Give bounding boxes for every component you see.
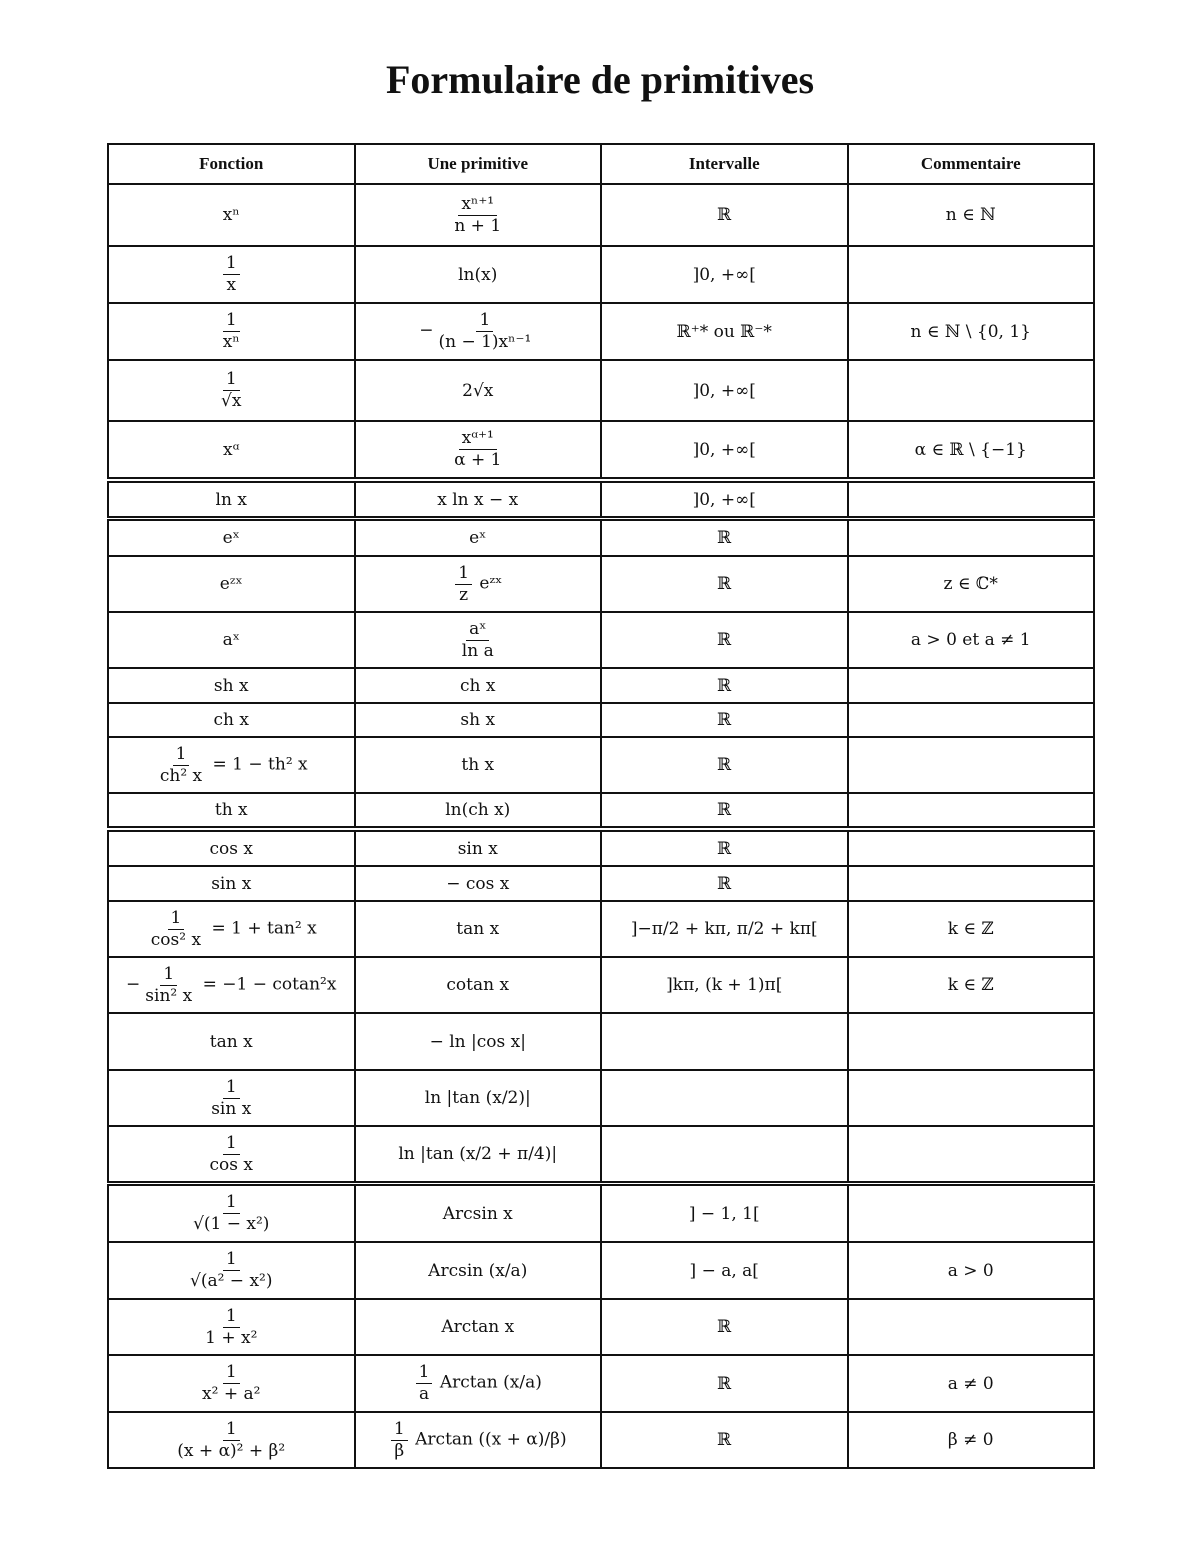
fonction-cell — [108, 1299, 355, 1355]
table-row — [108, 831, 1094, 866]
commentaire-cell — [848, 1126, 1095, 1182]
commentaire-cell — [848, 421, 1095, 478]
intervalle-cell — [601, 1412, 848, 1468]
primitive-cell — [355, 556, 602, 612]
fonction-fraction — [218, 370, 244, 410]
intervalle-cell — [601, 303, 848, 360]
commentaire-cell — [848, 1013, 1095, 1070]
fonction-cell — [108, 1185, 355, 1242]
primitive-numerator: aˣ — [466, 620, 489, 641]
commentaire-cell — [848, 737, 1095, 793]
primitive-text: ln(ch x) — [445, 800, 511, 820]
fonction-cell — [108, 737, 355, 793]
primitive-cell — [355, 1412, 602, 1468]
fonction-cell — [108, 360, 355, 421]
table-group-1 — [107, 143, 1095, 479]
primitive-text: cotan x — [446, 975, 510, 995]
commentaire-cell — [848, 556, 1095, 612]
intervalle-cell — [601, 703, 848, 737]
table-row — [108, 793, 1094, 827]
fonction-cell — [108, 831, 355, 866]
commentaire-cell — [848, 1355, 1095, 1412]
intervalle-text: ]0, +∞[ — [692, 380, 756, 401]
commentaire-cell — [848, 1242, 1095, 1299]
commentaire-text: a > 0 et a ≠ 1 — [910, 630, 1031, 650]
intervalle-cell — [601, 612, 848, 668]
primitive-text: eˣ — [469, 528, 487, 548]
fonction-numerator: 1 — [223, 311, 240, 332]
primitive-suffix: Arctan ((x + α)/β) — [409, 1429, 567, 1450]
intervalle-text: ] − 1, 1[ — [688, 1203, 760, 1224]
intervalle-cell — [601, 1355, 848, 1412]
primitive-cell — [355, 1242, 602, 1299]
table-header-row — [108, 144, 1094, 184]
column-header-commentaire: Commentaire — [848, 144, 1095, 184]
intervalle-text: ℝ — [717, 675, 732, 696]
fonction-numerator: 1 — [223, 1420, 240, 1441]
table-row — [108, 482, 1094, 517]
fonction-fraction — [174, 1420, 288, 1460]
fonction-denominator: √(1 − x²) — [193, 1214, 270, 1234]
commentaire-text: a ≠ 0 — [947, 1373, 994, 1394]
primitive-numerator: 1 — [391, 1420, 408, 1441]
fonction-fraction — [220, 311, 243, 351]
primitive-text: Arctan x — [441, 1317, 515, 1337]
fonction-text: cos x — [209, 838, 253, 859]
fonction-fraction — [148, 909, 204, 949]
fonction-cell — [108, 1242, 355, 1299]
intervalle-text: ℝ — [717, 1317, 732, 1337]
fonction-numerator: 1 — [223, 1307, 240, 1328]
primitive-denominator: ln a — [461, 640, 494, 661]
primitive-cell — [355, 831, 602, 866]
fonction-numerator: 1 — [223, 370, 240, 391]
fonction-numerator: 1 — [223, 1078, 240, 1099]
fonction-fraction — [190, 1193, 272, 1233]
primitive-denominator: a — [418, 1384, 430, 1404]
fonction-cell — [108, 1412, 355, 1468]
fonction-cell — [108, 612, 355, 668]
fonction-numerator: 1 — [168, 909, 185, 930]
intervalle-cell — [601, 957, 848, 1013]
table-row — [108, 1013, 1094, 1070]
fonction-text: aˣ — [222, 630, 240, 650]
table-row — [108, 360, 1094, 421]
intervalle-text: ℝ — [717, 574, 732, 594]
intervalle-cell — [601, 360, 848, 421]
table-row — [108, 184, 1094, 246]
primitive-numerator: 1 — [455, 564, 472, 585]
fonction-fraction — [202, 1307, 260, 1347]
intervalle-cell — [601, 793, 848, 827]
primitive-cell — [355, 246, 602, 303]
primitive-cell — [355, 866, 602, 901]
intervalle-cell — [601, 184, 848, 246]
commentaire-cell — [848, 1070, 1095, 1126]
fonction-fraction — [157, 745, 205, 785]
fonction-cell — [108, 866, 355, 901]
commentaire-cell — [848, 482, 1095, 517]
commentaire-cell — [848, 901, 1095, 957]
primitive-prefix: − — [419, 321, 434, 341]
fonction-text: tan x — [209, 1031, 253, 1052]
commentaire-text: α ∈ ℝ \ {−1} — [914, 439, 1027, 460]
table-row — [108, 1299, 1094, 1355]
commentaire-cell — [848, 703, 1095, 737]
primitive-fraction — [391, 1420, 408, 1460]
table-group-4 — [107, 830, 1095, 1183]
table-row — [108, 612, 1094, 668]
fonction-cell — [108, 482, 355, 517]
fonction-denominator: (x + α)² + β² — [177, 1440, 286, 1461]
primitive-text: Arcsin (x/a) — [428, 1260, 528, 1281]
page-title: Formulaire de primitives — [385, 57, 815, 102]
primitive-fraction — [451, 195, 504, 235]
primitive-numerator: xᵅ⁺¹ — [459, 429, 497, 450]
fonction-text: th x — [214, 800, 248, 820]
fonction-cell — [108, 901, 355, 957]
fonction-numerator: 1 — [173, 745, 190, 766]
primitive-numerator: xⁿ⁺¹ — [458, 195, 497, 216]
fonction-numerator: 1 — [223, 1363, 240, 1384]
fonction-numerator: 1 — [223, 1193, 240, 1214]
commentaire-cell — [848, 520, 1095, 556]
fonction-suffix: = −1 − cotan²x — [197, 974, 337, 995]
intervalle-text: ]−π/2 + kπ, π/2 + kπ[ — [630, 919, 818, 939]
primitive-cell — [355, 612, 602, 668]
commentaire-cell — [848, 793, 1095, 827]
commentaire-cell — [848, 866, 1095, 901]
intervalle-text: ℝ — [717, 873, 732, 894]
table-row — [108, 1126, 1094, 1182]
primitive-cell — [355, 901, 602, 957]
intervalle-cell — [601, 1013, 848, 1070]
fonction-denominator: cos² x — [150, 929, 202, 950]
table-group-2 — [107, 481, 1095, 518]
fonction-denominator: ch² x — [159, 765, 203, 786]
primitive-denominator: β — [394, 1440, 405, 1461]
primitive-fraction — [451, 429, 504, 469]
primitive-cell — [355, 303, 602, 360]
commentaire-text: n ∈ ℕ \ {0, 1} — [910, 321, 1031, 342]
fonction-prefix: − — [126, 974, 141, 995]
primitive-text: ln(x) — [458, 264, 498, 285]
primitive-numerator: 1 — [476, 311, 493, 332]
intervalle-text: ] − a, a[ — [689, 1260, 759, 1281]
fonction-denominator: sin x — [211, 1098, 252, 1119]
intervalle-cell — [601, 1070, 848, 1126]
intervalle-cell — [601, 520, 848, 556]
primitive-cell — [355, 1070, 602, 1126]
fonction-cell — [108, 668, 355, 703]
intervalle-cell — [601, 668, 848, 703]
primitive-text: ch x — [460, 675, 496, 696]
intervalle-cell — [601, 1185, 848, 1242]
table-row — [108, 1242, 1094, 1299]
intervalle-cell — [601, 1242, 848, 1299]
table-row — [108, 737, 1094, 793]
primitive-numerator: 1 — [416, 1363, 433, 1384]
fonction-cell — [108, 957, 355, 1013]
commentaire-text: k ∈ ℤ — [947, 975, 994, 995]
intervalle-text: ℝ⁺* ou ℝ⁻* — [676, 321, 772, 342]
primitive-text: Arcsin x — [442, 1203, 513, 1224]
column-header-intervalle: Intervalle — [601, 144, 848, 184]
primitive-text: sin x — [457, 838, 498, 859]
fonction-denominator: x — [226, 275, 237, 295]
commentaire-cell — [848, 303, 1095, 360]
table-row — [108, 901, 1094, 957]
intervalle-cell — [601, 1126, 848, 1182]
column-header-une-primitive: Une primitive — [355, 144, 602, 184]
primitive-suffix: Arctan (x/a) — [434, 1373, 542, 1393]
primitive-cell — [355, 1185, 602, 1242]
commentaire-text: k ∈ ℤ — [947, 919, 994, 939]
fonction-cell — [108, 793, 355, 827]
intervalle-text: ℝ — [717, 528, 732, 548]
table-row — [108, 1355, 1094, 1412]
table-row — [108, 703, 1094, 737]
fonction-cell — [108, 1355, 355, 1412]
intervalle-cell — [601, 421, 848, 478]
primitive-cell — [355, 184, 602, 246]
fonction-numerator: 1 — [223, 1250, 240, 1271]
fonction-numerator: 1 — [223, 254, 240, 275]
intervalle-text: ℝ — [717, 1430, 732, 1450]
fonction-cell — [108, 1070, 355, 1126]
fonction-denominator: xⁿ — [222, 332, 240, 352]
primitive-cell — [355, 793, 602, 827]
table-row — [108, 866, 1094, 901]
intervalle-cell — [601, 1299, 848, 1355]
intervalle-text: ]0, +∞[ — [692, 439, 756, 460]
fonction-denominator: x² + a² — [202, 1384, 261, 1404]
table-row — [108, 957, 1094, 1013]
primitive-cell — [355, 360, 602, 421]
commentaire-cell — [848, 184, 1095, 246]
commentaire-cell — [848, 1412, 1095, 1468]
intervalle-cell — [601, 246, 848, 303]
fonction-text: ln x — [215, 489, 247, 510]
table-row — [108, 303, 1094, 360]
fonction-cell — [108, 1126, 355, 1182]
primitive-cell — [355, 1299, 602, 1355]
table-row — [108, 668, 1094, 703]
intervalle-cell — [601, 901, 848, 957]
intervalle-text: ℝ — [717, 710, 732, 730]
table-group-5 — [107, 1184, 1095, 1469]
primitive-fraction — [459, 620, 497, 660]
fonction-cell — [108, 556, 355, 612]
primitive-cell — [355, 520, 602, 556]
primitive-suffix: eᶻˣ — [474, 573, 503, 594]
intervalle-cell — [601, 482, 848, 517]
fonction-fraction — [207, 1134, 256, 1174]
primitive-denominator: z — [459, 584, 469, 605]
primitive-cell — [355, 1126, 602, 1182]
intervalle-cell — [601, 831, 848, 866]
primitive-cell — [355, 1013, 602, 1070]
fonction-text: xᵅ — [223, 439, 240, 460]
primitive-cell — [355, 482, 602, 517]
commentaire-cell — [848, 957, 1095, 1013]
table-row — [108, 1185, 1094, 1242]
commentaire-cell — [848, 1299, 1095, 1355]
fonction-denominator: √x — [221, 391, 242, 411]
fonction-numerator: 1 — [223, 1134, 240, 1155]
primitive-text: 2√x — [462, 380, 494, 401]
primitive-text: sh x — [460, 710, 496, 730]
fonction-text: ch x — [213, 710, 249, 730]
commentaire-text: z ∈ ℂ* — [943, 574, 998, 594]
fonction-cell — [108, 246, 355, 303]
primitive-cell — [355, 668, 602, 703]
fonction-fraction — [223, 254, 240, 294]
fonction-fraction — [208, 1078, 254, 1118]
intervalle-cell — [601, 737, 848, 793]
primitive-text: x ln x − x — [437, 489, 519, 510]
fonction-suffix: = 1 − th² x — [207, 754, 308, 775]
fonction-cell — [108, 1013, 355, 1070]
table-row — [108, 246, 1094, 303]
column-header-fonction: Fonction — [108, 144, 355, 184]
table-row — [108, 556, 1094, 612]
primitive-cell — [355, 957, 602, 1013]
fonction-text: sh x — [213, 675, 249, 696]
fonction-denominator: cos x — [209, 1154, 253, 1175]
fonction-suffix: = 1 + tan² x — [206, 918, 317, 939]
intervalle-text: ℝ — [717, 800, 732, 820]
primitive-fraction — [435, 311, 534, 351]
primitive-denominator: n + 1 — [454, 215, 502, 236]
table-row — [108, 1070, 1094, 1126]
primitive-denominator: (n − 1)xⁿ⁻¹ — [438, 332, 532, 352]
intervalle-cell — [601, 866, 848, 901]
fonction-text: eˣ — [222, 528, 240, 548]
fonction-cell — [108, 303, 355, 360]
primitive-text: tan x — [456, 919, 500, 939]
primitive-denominator: α + 1 — [454, 450, 502, 470]
commentaire-cell — [848, 612, 1095, 668]
fonction-denominator: sin² x — [145, 985, 193, 1006]
fonction-denominator: √(a² − x²) — [189, 1271, 273, 1291]
intervalle-text: ]0, +∞[ — [692, 489, 756, 510]
table-group-3 — [107, 519, 1095, 828]
commentaire-cell — [848, 831, 1095, 866]
fonction-cell — [108, 421, 355, 478]
primitive-cell — [355, 737, 602, 793]
intervalle-cell — [601, 556, 848, 612]
fonction-cell — [108, 184, 355, 246]
fonction-numerator: 1 — [160, 965, 177, 986]
intervalle-text: ℝ — [717, 205, 732, 225]
fonction-fraction — [199, 1363, 263, 1403]
fonction-cell — [108, 520, 355, 556]
table-row — [108, 1412, 1094, 1468]
primitive-fraction — [455, 564, 472, 604]
primitive-text: − cos x — [446, 873, 510, 894]
primitive-cell — [355, 421, 602, 478]
intervalle-text: ℝ — [717, 755, 732, 775]
primitive-cell — [355, 703, 602, 737]
fonction-text: eᶻˣ — [219, 574, 243, 594]
fonction-text: sin x — [211, 873, 252, 894]
intervalle-text: ℝ — [717, 630, 732, 650]
commentaire-text: n ∈ ℕ — [945, 205, 996, 225]
primitive-text: th x — [461, 755, 495, 775]
fonction-fraction — [187, 1250, 276, 1290]
intervalle-text: ℝ — [717, 1373, 732, 1394]
table-row — [108, 520, 1094, 556]
fonction-cell — [108, 703, 355, 737]
fonction-fraction — [142, 965, 195, 1005]
primitive-text: ln |tan (x/2)| — [424, 1088, 531, 1108]
commentaire-cell — [848, 360, 1095, 421]
primitive-cell — [355, 1355, 602, 1412]
fonction-denominator: 1 + x² — [205, 1327, 258, 1348]
intervalle-text: ]0, +∞[ — [692, 264, 756, 285]
primitive-fraction — [416, 1363, 433, 1403]
primitive-text: − ln |cos x| — [429, 1031, 526, 1052]
primitive-text: ln |tan (x/2 + π/4)| — [398, 1144, 558, 1164]
commentaire-cell — [848, 1185, 1095, 1242]
intervalle-text: ]kπ, (k + 1)π[ — [666, 975, 783, 995]
commentaire-text: a > 0 — [947, 1260, 994, 1281]
commentaire-cell — [848, 246, 1095, 303]
commentaire-cell — [848, 668, 1095, 703]
table-row — [108, 421, 1094, 478]
commentaire-text: β ≠ 0 — [947, 1430, 994, 1450]
fonction-text: xⁿ — [222, 205, 240, 225]
intervalle-text: ℝ — [717, 838, 732, 859]
